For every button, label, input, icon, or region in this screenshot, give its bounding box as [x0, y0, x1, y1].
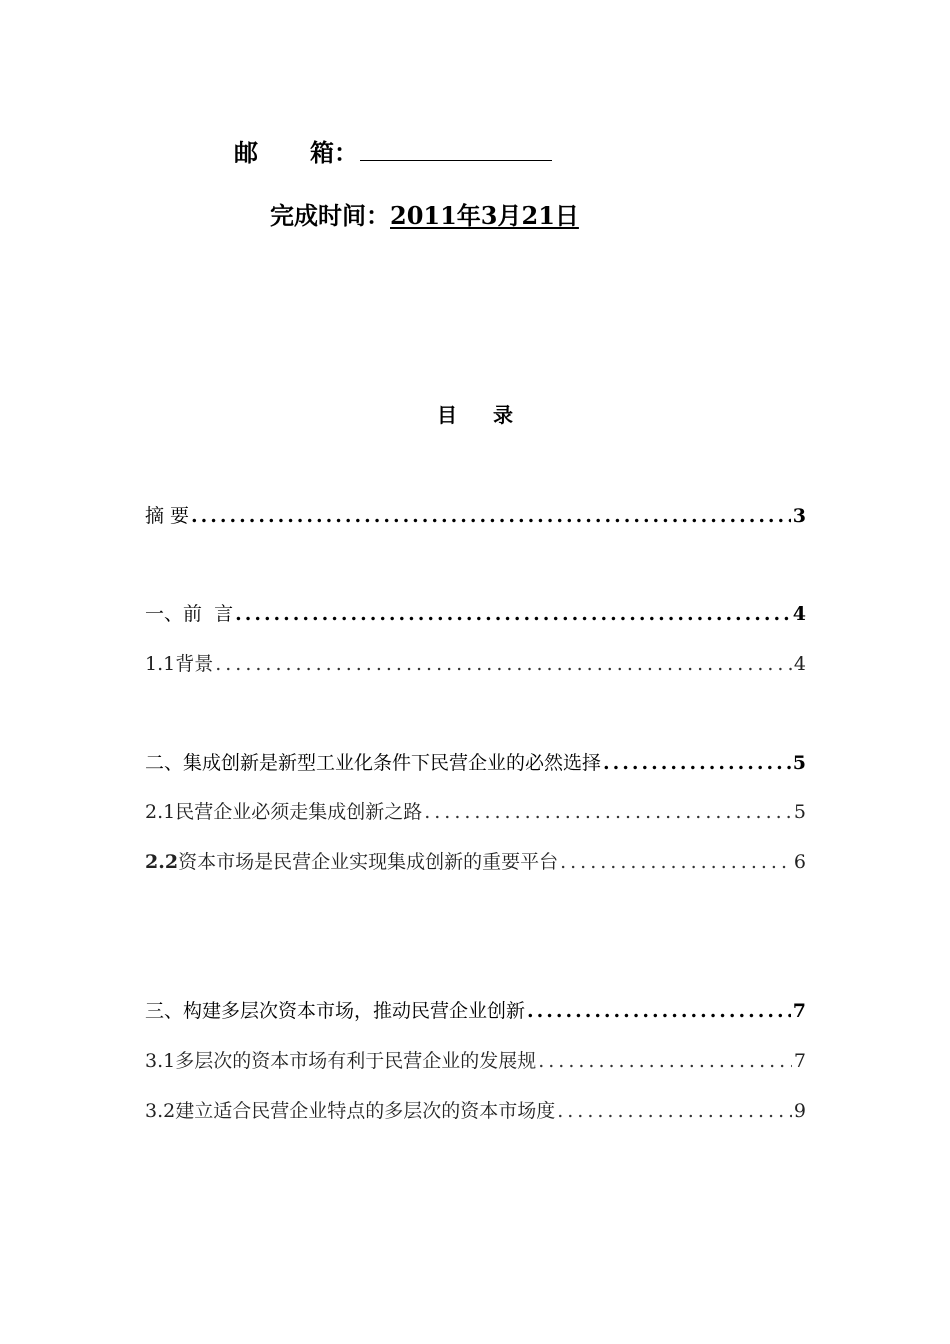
toc-leader-dots	[191, 502, 791, 530]
toc-leader-dots	[603, 749, 791, 777]
toc-leader-dots	[560, 848, 792, 876]
toc-entry-label: 1.1背景	[145, 653, 214, 675]
toc-title: 目 录	[437, 403, 513, 427]
toc-leader-dots	[235, 600, 791, 628]
toc-page-number: 6	[793, 851, 806, 873]
toc-entry-label: 3.2建立适合民营企业特点的多层次的资本市场度	[145, 1100, 556, 1122]
toc-entry-abstract[interactable]	[145, 502, 806, 530]
toc-entry-label: 摘 要	[145, 505, 190, 527]
toc-entry-preface[interactable]	[145, 600, 806, 628]
toc-entry-2-2[interactable]	[145, 848, 806, 876]
completion-date-label: 完成时间：	[270, 201, 390, 230]
toc-entry-label: 2.1民营企业必须走集成创新之路	[145, 801, 423, 823]
toc-leader-dots	[557, 1097, 792, 1125]
toc-entry-label: 2.2资本市场是民营企业实现集成创新的重要平台	[145, 851, 559, 873]
toc-entry-chapter-2[interactable]	[145, 749, 806, 777]
email-label: 邮 箱：	[234, 138, 358, 167]
toc-page-number: 7	[793, 1050, 806, 1072]
toc-page-number: 4	[793, 653, 806, 675]
email-blank-field	[360, 138, 552, 161]
toc-page-number: 5	[792, 752, 806, 774]
toc-entry-label: 3.1多层次的资本市场有利于民营企业的发展规	[145, 1050, 537, 1072]
toc-page-number: 9	[793, 1100, 806, 1122]
toc-entry-chapter-3[interactable]	[145, 997, 806, 1025]
toc-entry-3-2[interactable]	[145, 1097, 806, 1125]
toc-leader-dots	[527, 997, 791, 1025]
toc-leader-dots	[424, 798, 792, 826]
completion-date-value: 2011年3月21日	[390, 201, 579, 230]
completion-date-line	[270, 201, 579, 231]
toc-page-number: 5	[793, 801, 806, 823]
toc-entry-label: 三、构建多层次资本市场，推动民营企业创新	[145, 1000, 526, 1022]
toc-entry-label: 一、前 言	[145, 603, 234, 625]
toc-page-number: 3	[792, 505, 806, 527]
toc-page-number: 4	[792, 603, 806, 625]
toc-entry-background[interactable]	[145, 650, 806, 678]
toc-page-number: 7	[792, 1000, 806, 1022]
toc-entry-2-1[interactable]	[145, 798, 806, 826]
toc-leader-dots	[538, 1047, 792, 1075]
toc-entry-3-1[interactable]	[145, 1047, 806, 1075]
email-line	[234, 138, 552, 168]
toc-entry-label: 二、集成创新是新型工业化条件下民营企业的必然选择	[145, 752, 602, 774]
toc-leader-dots	[215, 650, 792, 678]
